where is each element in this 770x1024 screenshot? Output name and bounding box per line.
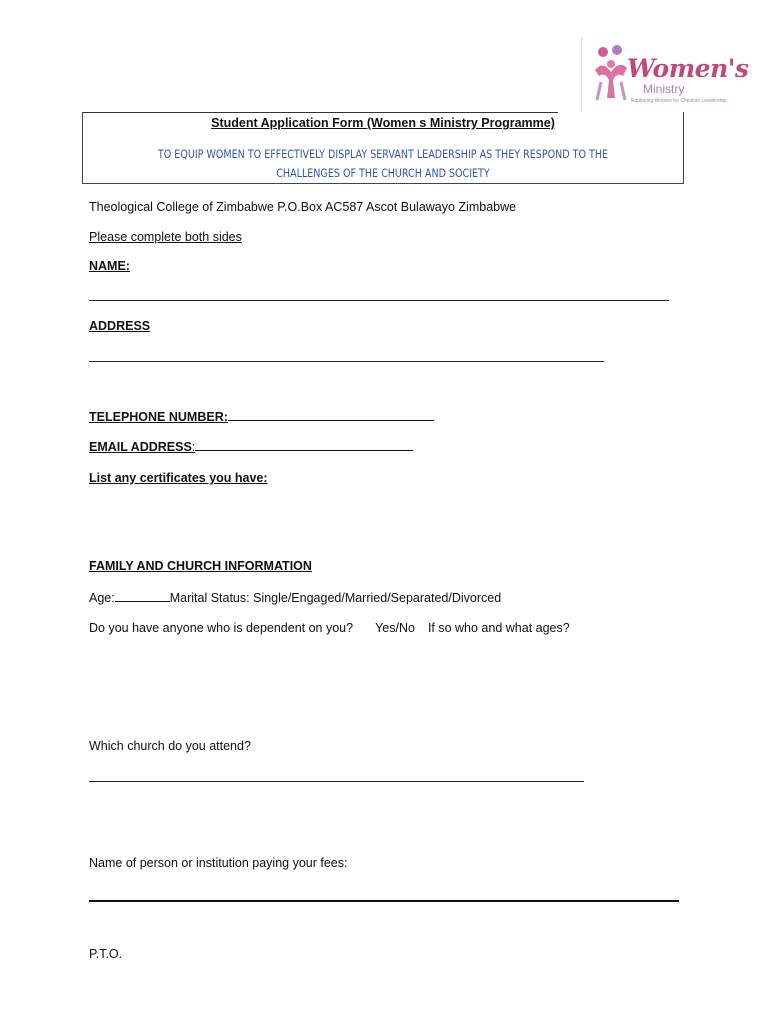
telephone-row xyxy=(89,409,434,424)
figures-icon xyxy=(591,42,631,104)
address-label: ADDRESS xyxy=(89,319,151,333)
email-row xyxy=(89,439,413,454)
logo-subtitle: Ministry xyxy=(643,82,685,96)
telephone-label: TELEPHONE NUMBER: xyxy=(89,410,228,424)
name-label: NAME: xyxy=(89,259,130,273)
form-title: Student Application Form (Women s Ministry Programme) xyxy=(211,116,555,130)
dependent-question: Do you have anyone who is dependent on you? xyxy=(89,621,354,635)
church-question: Which church do you attend? xyxy=(89,739,251,753)
marital-status-label: Marital Status: Single/Engaged/Married/Separated/Divorced xyxy=(169,591,502,605)
header-box xyxy=(82,112,684,184)
family-heading: FAMILY AND CHURCH INFORMATION xyxy=(89,559,312,573)
logo-divider xyxy=(581,38,582,112)
logo-tagline: Equipping Women for Christian Leadership xyxy=(631,98,727,104)
dependent-options[interactable]: Yes/No xyxy=(375,621,415,635)
womens-ministry-logo xyxy=(581,38,751,112)
pto-text: P.T.O. xyxy=(89,947,123,961)
logo-word: Women's xyxy=(627,54,749,83)
email-field[interactable] xyxy=(195,439,413,451)
dependents-row xyxy=(89,621,570,635)
fees-field[interactable] xyxy=(89,900,679,902)
name-field[interactable] xyxy=(89,300,669,301)
email-colon: : xyxy=(191,440,196,454)
fees-question: Name of person or institution paying your fees: xyxy=(89,856,348,870)
age-field[interactable] xyxy=(115,590,170,602)
email-label: EMAIL ADDRESS xyxy=(89,440,192,454)
certificates-label: List any certificates you have: xyxy=(89,471,268,485)
dependent-followup: If so who and what ages? xyxy=(427,621,570,635)
age-marital-row xyxy=(89,590,501,605)
age-label: Age: xyxy=(89,591,115,605)
telephone-field[interactable] xyxy=(228,409,434,421)
instruction-text: Please complete both sides xyxy=(89,230,242,244)
college-address: Theological College of Zimbabwe P.O.Box AC587 Ascot Bulawayo Zimbabwe xyxy=(89,200,517,214)
church-field[interactable] xyxy=(89,781,584,782)
address-field[interactable] xyxy=(89,361,604,362)
programme-motto: TO EQUIP WOMEN TO EFFECTIVELY DISPLAY SERVANT LEADERSHIP AS THEY RESPOND TO THE CHALLENGES OF THE CHURCH AND SOCIETY xyxy=(157,147,609,180)
